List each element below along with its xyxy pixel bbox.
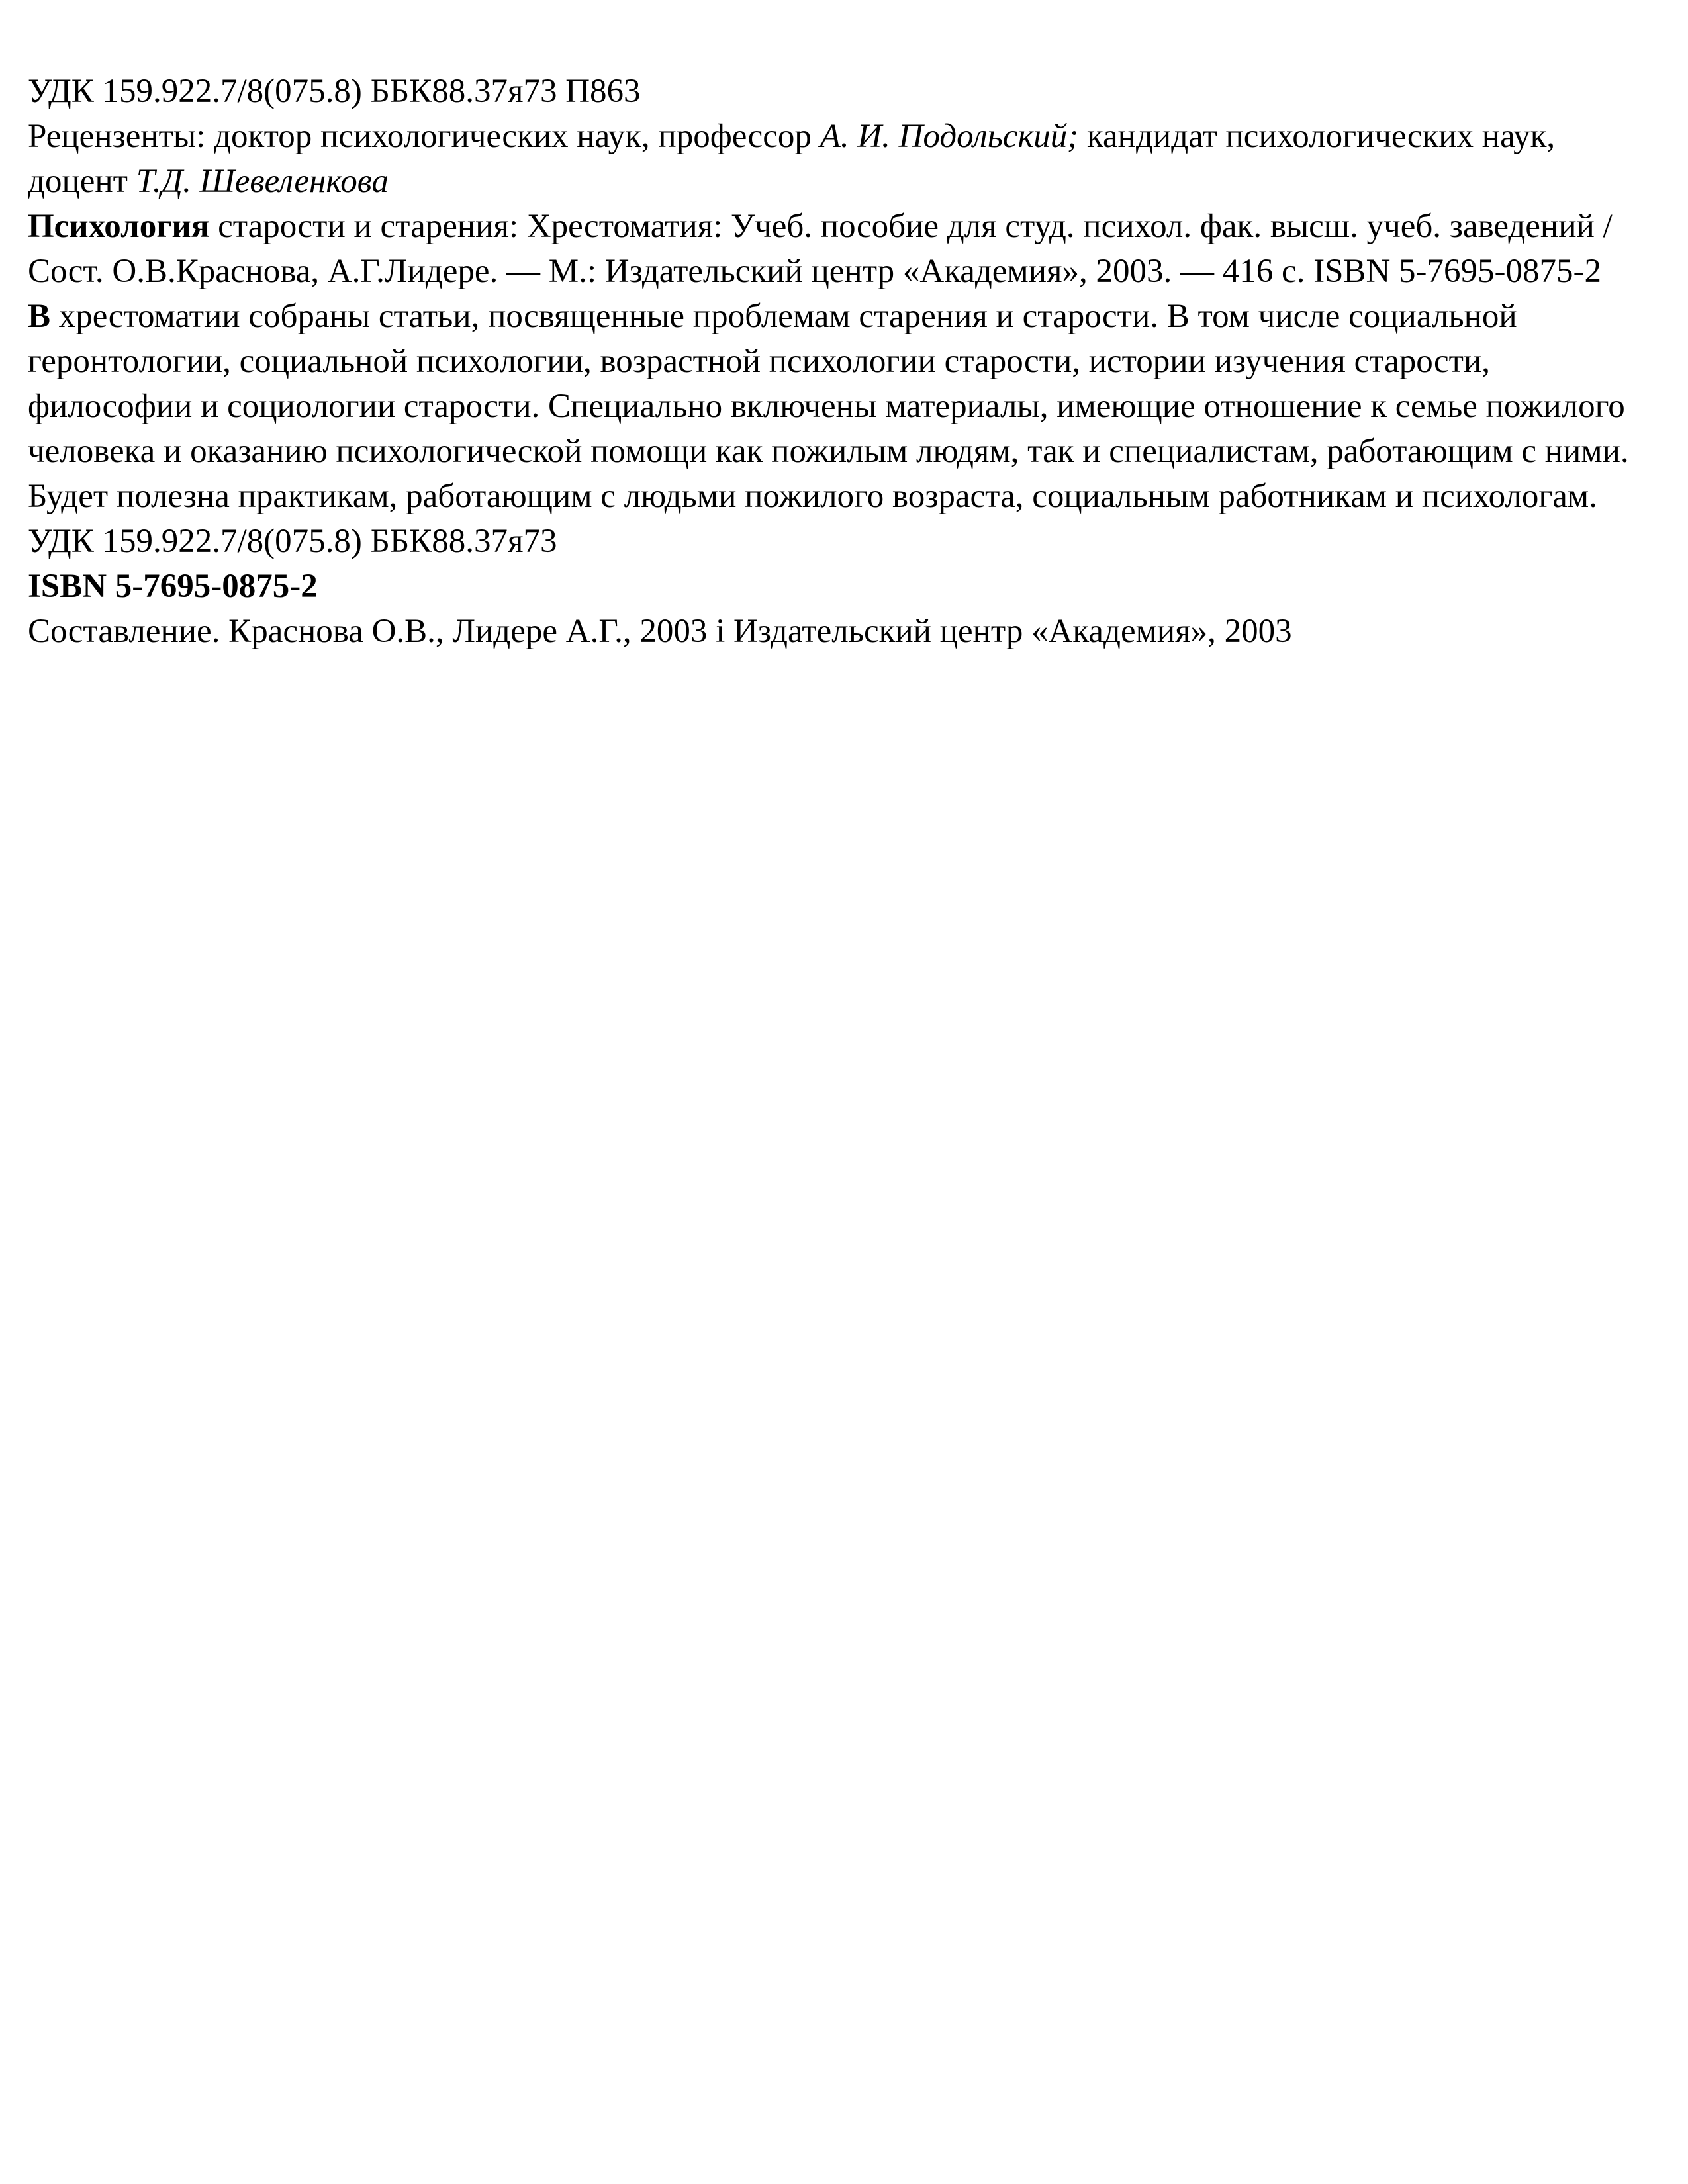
reviewers-middle: кандидат психологических наук, доцент bbox=[28, 118, 1556, 200]
copyright-page bbox=[28, 69, 1663, 654]
reviewer-name-1: А. И. Подольский; bbox=[820, 118, 1079, 155]
annotation-lead: В bbox=[28, 298, 51, 335]
bibliographic-rest: старости и старения: Хрестоматия: Учеб. пособие для студ. психол. фак. высш. учеб. заведений / Сост. О.В.Краснова, А.Г.Лидере. — М.: Издательский центр «Академия», 2003. — 416 с. ISBN 5-7695-0875-2 bbox=[28, 208, 1613, 290]
book-title-word: Психология bbox=[28, 208, 210, 245]
annotation-text: хрестоматии собраны статьи, посвященные проблемам старения и старости. В том числе социальной геронтологии, социальной психологии, возрастной психологии старости, истории изучения старости, философии и социологии старости. Специально включены материалы, имеющие отношение к семье пожилого человека и оказанию психологической помощи как пожилым людям, так и специалистам, работающим с ними. bbox=[28, 298, 1629, 470]
copyright-line: Составление. Краснова О.В., Лидере А.Г., 2003 і Издательский центр «Академия», 2003 bbox=[28, 613, 1292, 650]
reviewers-prefix: Рецензенты: доктор психологических наук, профессор bbox=[28, 118, 820, 155]
isbn-line: ISBN 5-7695-0875-2 bbox=[28, 568, 318, 605]
reviewers-paragraph bbox=[28, 114, 1663, 204]
annotation-paragraph bbox=[28, 294, 1663, 474]
udk-line: УДК 159.922.7/8(075.8) ББК88.37я73 П863 bbox=[28, 73, 641, 110]
bibliographic-record bbox=[28, 204, 1663, 294]
udk-line-2: УДК 159.922.7/8(075.8) ББК88.37я73 bbox=[28, 523, 557, 560]
reviewer-name-2: Т.Д. Шевеленкова bbox=[136, 163, 389, 200]
audience-paragraph: Будет полезна практикам, работающим с людьми пожилого возраста, социальным работникам и психологам. bbox=[28, 478, 1597, 515]
